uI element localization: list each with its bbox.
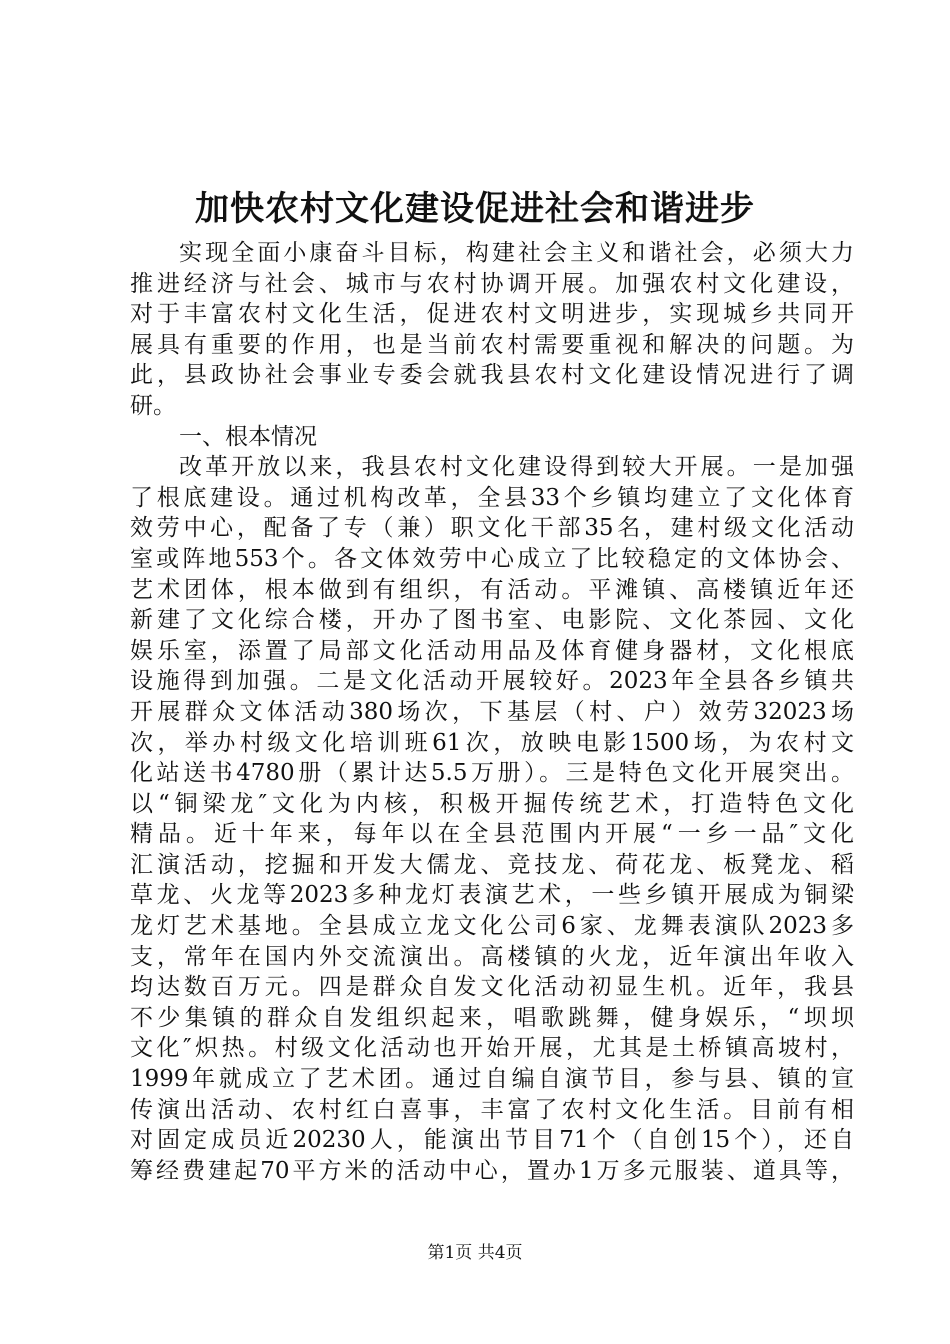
text-line: 筹经费建起70平方米的活动中心，置办1万多元服装、道具等， xyxy=(130,1157,854,1184)
text-line: 娱乐室，添置了局部文化活动用品及体育健身器材，文化根底 xyxy=(130,637,854,664)
text-line: 对于丰富农村文化生活，促进农村文明进步，实现城乡共同开 xyxy=(130,301,854,328)
text-line: 了根底建设。通过机构改革，全县33个乡镇均建立了文化体育 xyxy=(130,484,854,511)
text-line: 研。 xyxy=(130,392,176,419)
text-line: 1999年就成立了艺术团。通过自编自演节目，参与县、镇的宣 xyxy=(130,1066,854,1093)
text-line: 开展群众文体活动380场次，下基层（村、户）效劳32023场 xyxy=(130,698,854,725)
text-line: 室或阵地553个。各文体效劳中心成立了比较稳定的文体协会、 xyxy=(130,545,854,572)
text-line: 改革开放以来，我县农村文化建设得到较大开展。一是加强 xyxy=(179,454,854,481)
text-line: 次，举办村级文化培训班61次，放映电影1500场，为农村文 xyxy=(130,729,854,756)
text-line: 设施得到加强。二是文化活动开展较好。2023年全县各乡镇共 xyxy=(130,668,854,695)
document-title: 加快农村文化建设促进社会和谐进步 xyxy=(195,189,755,229)
text-line: 新建了文化综合楼，开办了图书室、电影院、文化茶园、文化 xyxy=(130,607,854,634)
text-line: 艺术团体，根本做到有组织，有活动。平滩镇、高楼镇近年还 xyxy=(130,576,854,603)
text-line: 均达数百万元。四是群众自发文化活动初显生机。近年，我县 xyxy=(130,974,854,1001)
document-body xyxy=(130,238,854,1186)
text-line: 传演出活动、农村红白喜事，丰富了农村文化生活。目前有相 xyxy=(130,1096,854,1123)
page-number-footer: 第1页 共4页 xyxy=(427,1243,523,1263)
text-line: 对固定成员近20230人，能演出节目71个（自创15个），还自 xyxy=(130,1127,854,1154)
text-line: 效劳中心，配备了专（兼）职文化干部35名，建村级文化活动 xyxy=(130,515,854,542)
section-heading: 一、根本情况 xyxy=(179,423,317,450)
text-line: 草龙、火龙等2023多种龙灯表演艺术，一些乡镇开展成为铜梁 xyxy=(130,882,854,909)
text-line: 龙灯艺术基地。全县成立龙文化公司6家、龙舞表演队2023多 xyxy=(130,913,854,940)
text-line: 化站送书4780册（累计达5.5万册）。三是特色文化开展突出。 xyxy=(130,760,854,787)
text-line: 文化″炽热。村级文化活动也开始开展，尤其是土桥镇高坡村， xyxy=(130,1035,854,1062)
text-line: 以“铜梁龙″文化为内核，积极开掘传统艺术，打造特色文化 xyxy=(130,790,854,817)
text-line: 推进经济与社会、城市与农村协调开展。加强农村文化建设， xyxy=(130,270,854,297)
text-line: 此，县政协社会事业专委会就我县农村文化建设情况进行了调 xyxy=(130,362,854,389)
text-line: 支，常年在国内外交流演出。高楼镇的火龙，近年演出年收入 xyxy=(130,943,854,970)
text-line: 展具有重要的作用，也是当前农村需要重视和解决的问题。为 xyxy=(130,331,854,358)
text-line: 精品。近十年来，每年以在全县范围内开展“一乡一品″文化 xyxy=(130,821,854,848)
text-line: 实现全面小康奋斗目标，构建社会主义和谐社会，必须大力 xyxy=(179,240,854,266)
text-line: 汇演活动，挖掘和开发大儒龙、竞技龙、荷花龙、板凳龙、稻 xyxy=(130,851,854,878)
text-line: 不少集镇的群众自发组织起来，唱歌跳舞，健身娱乐，“坝坝 xyxy=(130,1004,854,1031)
